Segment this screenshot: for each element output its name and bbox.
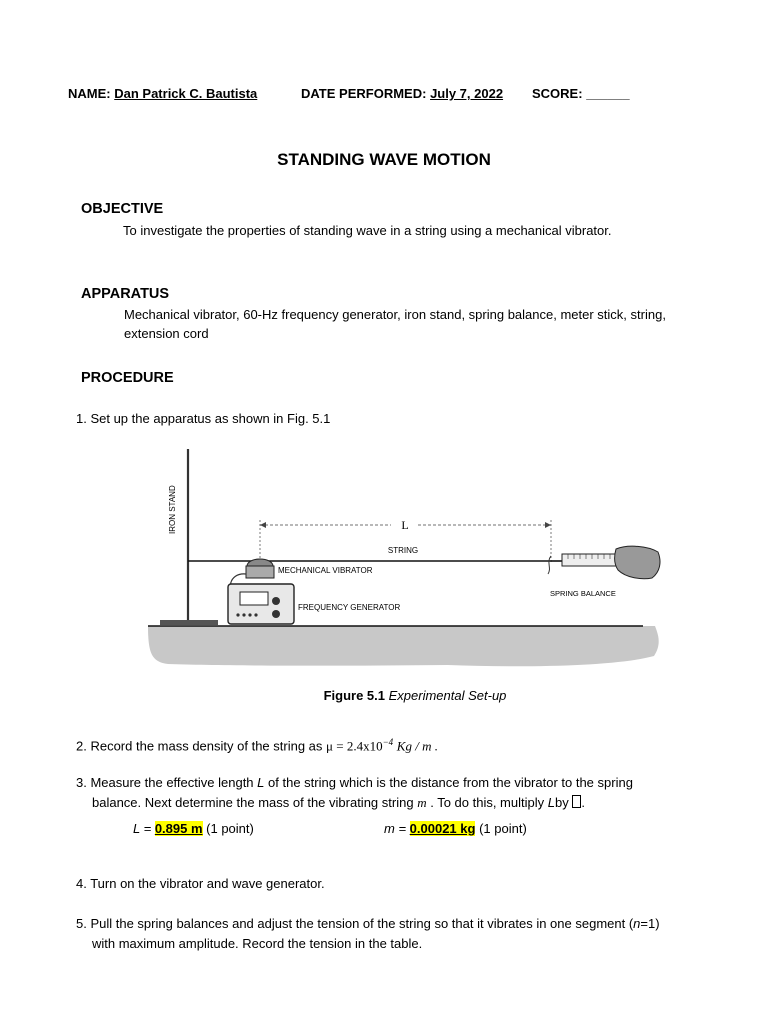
apparatus-heading: APPARATUS <box>81 286 170 302</box>
missing-glyph-box <box>572 795 581 808</box>
generator-knob-bottom <box>272 610 280 618</box>
score-value: ______ <box>586 86 630 101</box>
string-label: STRING <box>387 546 419 555</box>
length-result <box>133 821 254 836</box>
step-3-line-2: balance. Next determine the mass of the vibrating string m . To do this, multiply Lby . <box>92 795 585 810</box>
step-1: 1. Set up the apparatus as shown in Fig. 5.1 <box>76 411 331 426</box>
caption-text: Experimental Set-up <box>388 688 507 703</box>
date-label: DATE PERFORMED: <box>301 86 427 101</box>
date-value: July 7, 2022 <box>430 86 504 101</box>
figure-caption <box>0 688 768 703</box>
apparatus-line-1: Mechanical vibrator, 60-Hz frequency generator, iron stand, spring balance, meter stick, string, <box>124 307 666 322</box>
string-hook <box>548 556 551 574</box>
iron-stand-label: IRON STAND <box>168 485 177 534</box>
generator-label: FREQUENCY GENERATOR <box>298 603 401 612</box>
mass-result-value: 0.00021 kg <box>409 821 476 836</box>
objective-heading: OBJECTIVE <box>81 201 164 217</box>
spring-balance-body <box>562 554 620 566</box>
step-5-line-2: with maximum amplitude. Record the tension in the table. <box>92 936 423 951</box>
length-label: L <box>401 518 409 532</box>
iron-stand-base <box>160 620 218 625</box>
ground-shape <box>148 626 659 666</box>
mass-result-label: m = <box>384 821 407 836</box>
date-field <box>301 86 503 101</box>
mass-result-points: (1 point) <box>479 821 527 836</box>
name-label: NAME: <box>68 86 111 101</box>
step-3-line-1: 3. Measure the effective length L of the string which is the distance from the vibrator to the spring <box>76 775 633 790</box>
length-result-label: L = <box>133 821 152 836</box>
hand-icon <box>615 546 660 579</box>
procedure-heading: PROCEDURE <box>81 370 174 386</box>
generator-display <box>240 592 268 605</box>
page-title: STANDING WAVE MOTION <box>277 150 491 169</box>
apparatus-line-2: extension cord <box>124 326 209 341</box>
experimental-setup-figure <box>148 444 663 670</box>
objective-text: To investigate the properties of standing wave in a string using a mechanical vibrator. <box>123 223 612 238</box>
length-result-value: 0.895 m <box>154 821 203 836</box>
step-5-line-1: 5. Pull the spring balances and adjust the tension of the string so that it vibrates in one segment (n=1) <box>76 916 660 931</box>
mass-density-exponent: −4 <box>382 737 394 747</box>
vibrator-label: MECHANICAL VIBRATOR <box>278 566 373 575</box>
step-2 <box>76 737 438 754</box>
step-2-text: 2. Record the mass density of the string as <box>76 738 323 754</box>
mass-density-formula: μ = 2.4x10 <box>326 738 383 754</box>
caption-label: Figure 5.1 <box>323 688 385 703</box>
name-field <box>68 86 257 101</box>
mass-density-unit: Kg / m . <box>396 738 438 754</box>
step-4: 4. Turn on the vibrator and wave generator. <box>76 876 325 891</box>
generator-knob-top <box>272 597 280 605</box>
spring-balance-label: SPRING BALANCE <box>550 589 616 598</box>
length-result-points: (1 point) <box>206 821 254 836</box>
score-label: SCORE: <box>532 86 583 101</box>
name-value: Dan Patrick C. Bautista <box>114 86 258 101</box>
mass-result <box>384 821 527 836</box>
vibrator-body <box>246 566 274 578</box>
score-field <box>532 86 630 101</box>
